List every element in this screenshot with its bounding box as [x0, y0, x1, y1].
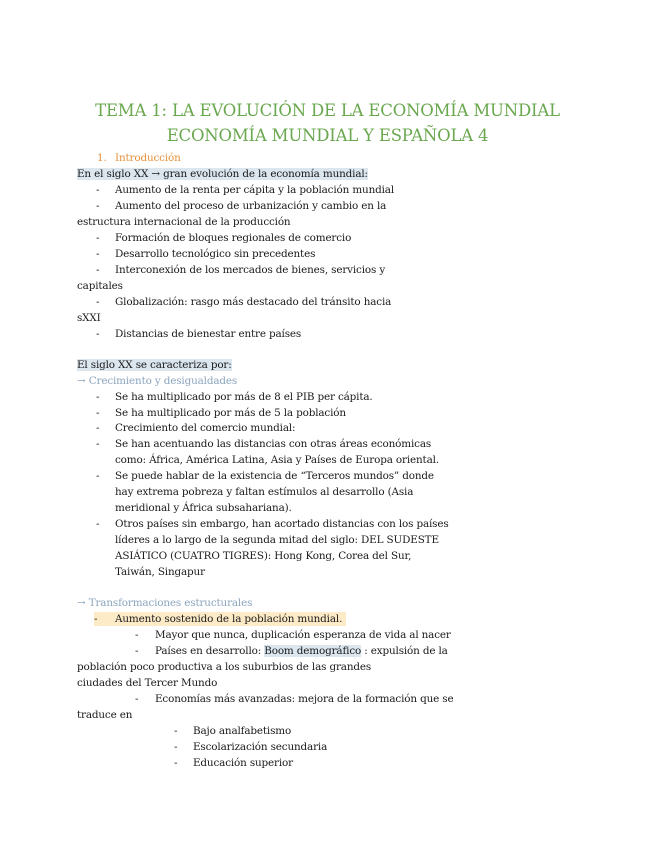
bullet-dash: - [96, 518, 100, 530]
bullet-dash: - [96, 391, 100, 403]
boom-highlight: Boom demográfico [264, 645, 362, 657]
list-item: Economías más avanzadas: mejora de la formación que se [155, 693, 454, 705]
list-item-continuation: traduce en [77, 709, 133, 721]
bullet-dash: - [174, 725, 178, 737]
bullet-dash: - [96, 248, 100, 260]
bullet-dash: - [174, 757, 178, 769]
list-item-continuation: hay extrema pobreza y faltan estímulos al desarrollo (Asia [115, 486, 414, 498]
lead-paragraph: En el siglo XX → gran evolución de la economía mundial: [77, 168, 368, 180]
list-item: Bajo analfabetismo [193, 725, 292, 737]
bullet-dash: - [96, 296, 100, 308]
bullet-dash: - [96, 328, 100, 340]
lead-paragraph: El siglo XX se caracteriza por: [77, 359, 232, 371]
list-item: Se ha multiplicado por más de 5 la población [115, 407, 346, 419]
list-item: Escolarización secundaria [193, 741, 328, 753]
list-item: Desarrollo tecnológico sin precedentes [115, 248, 316, 260]
list-item: Formación de bloques regionales de comercio [115, 232, 352, 244]
bullet-dash: - [96, 438, 100, 450]
document-title: TEMA 1: LA EVOLUCIÓN DE LA ECONOMÍA MUNDIAL [95, 101, 560, 120]
list-item-continuation: capitales [77, 280, 123, 292]
list-item: Distancias de bienestar entre países [115, 328, 302, 340]
section-number: 1. [97, 152, 107, 164]
list-item-continuation: Taiwán, Singapur [115, 566, 205, 578]
subheading: → Crecimiento y desigualdades [77, 375, 238, 387]
list-item-continuation: líderes a lo largo de la segunda mitad del siglo: DEL SUDESTE [115, 534, 439, 546]
list-item-continuation: como: África, América Latina, Asia y Países de Europa oriental. [115, 454, 439, 466]
section-heading: Introducción [115, 152, 181, 164]
bullet-dash: - [96, 470, 100, 482]
bullet-dash: - [96, 184, 100, 196]
list-item: Aumento de la renta per cápita y la población mundial [115, 184, 395, 196]
bullet-dash: - [135, 693, 139, 705]
list-item: Crecimiento del comercio mundial: [115, 422, 296, 434]
list-item: Mayor que nunca, duplicación esperanza de vida al nacer [155, 629, 451, 641]
bullet-dash: - [96, 407, 100, 419]
list-item-continuation: ASIÁTICO (CUATRO TIGRES): Hong Kong, Corea del Sur, [115, 550, 412, 562]
list-item-continuation: población poco productiva a los suburbios de las grandes [77, 661, 372, 673]
list-item-continuation: meridional y África subsahariana). [115, 502, 292, 514]
list-item: Interconexión de los mercados de bienes, servicios y [115, 264, 386, 276]
list-item: Se puede hablar de la existencia de “Terceros mundos” donde [115, 470, 434, 482]
bullet-dash: - [135, 645, 139, 657]
list-item: Globalización: rasgo más destacado del tránsito hacia [115, 296, 392, 308]
bullet-dash: - [174, 741, 178, 753]
bullet-dash: - [96, 200, 100, 212]
list-item: Se han acentuando las distancias con otras áreas económicas [115, 438, 432, 450]
list-item: Países en desarrollo: Boom demográfico : expulsión de la [155, 645, 448, 657]
list-item: Aumento del proceso de urbanización y cambio en la [115, 200, 387, 212]
list-item: Otros países sin embargo, han acortado distancias con los países [115, 518, 449, 530]
document-subtitle: ECONOMÍA MUNDIAL Y ESPAÑOLA 4 [166, 126, 489, 145]
list-item: Se ha multiplicado por más de 8 el PIB per cápita. [115, 391, 373, 403]
subheading: → Transformaciones estructurales [77, 597, 253, 609]
bullet-dash: - [135, 629, 139, 641]
list-item-continuation: ciudades del Tercer Mundo [77, 677, 218, 689]
bullet-dash: - [96, 264, 100, 276]
list-item-continuation: estructura internacional de la producción [77, 216, 291, 228]
list-item-continuation: sXXI [77, 312, 101, 324]
bullet-dash: - [96, 422, 100, 434]
list-item: Educación superior [193, 757, 293, 769]
highlighted-item: - Aumento sostenido de la población mundial. [94, 612, 346, 626]
bullet-dash: - [96, 232, 100, 244]
